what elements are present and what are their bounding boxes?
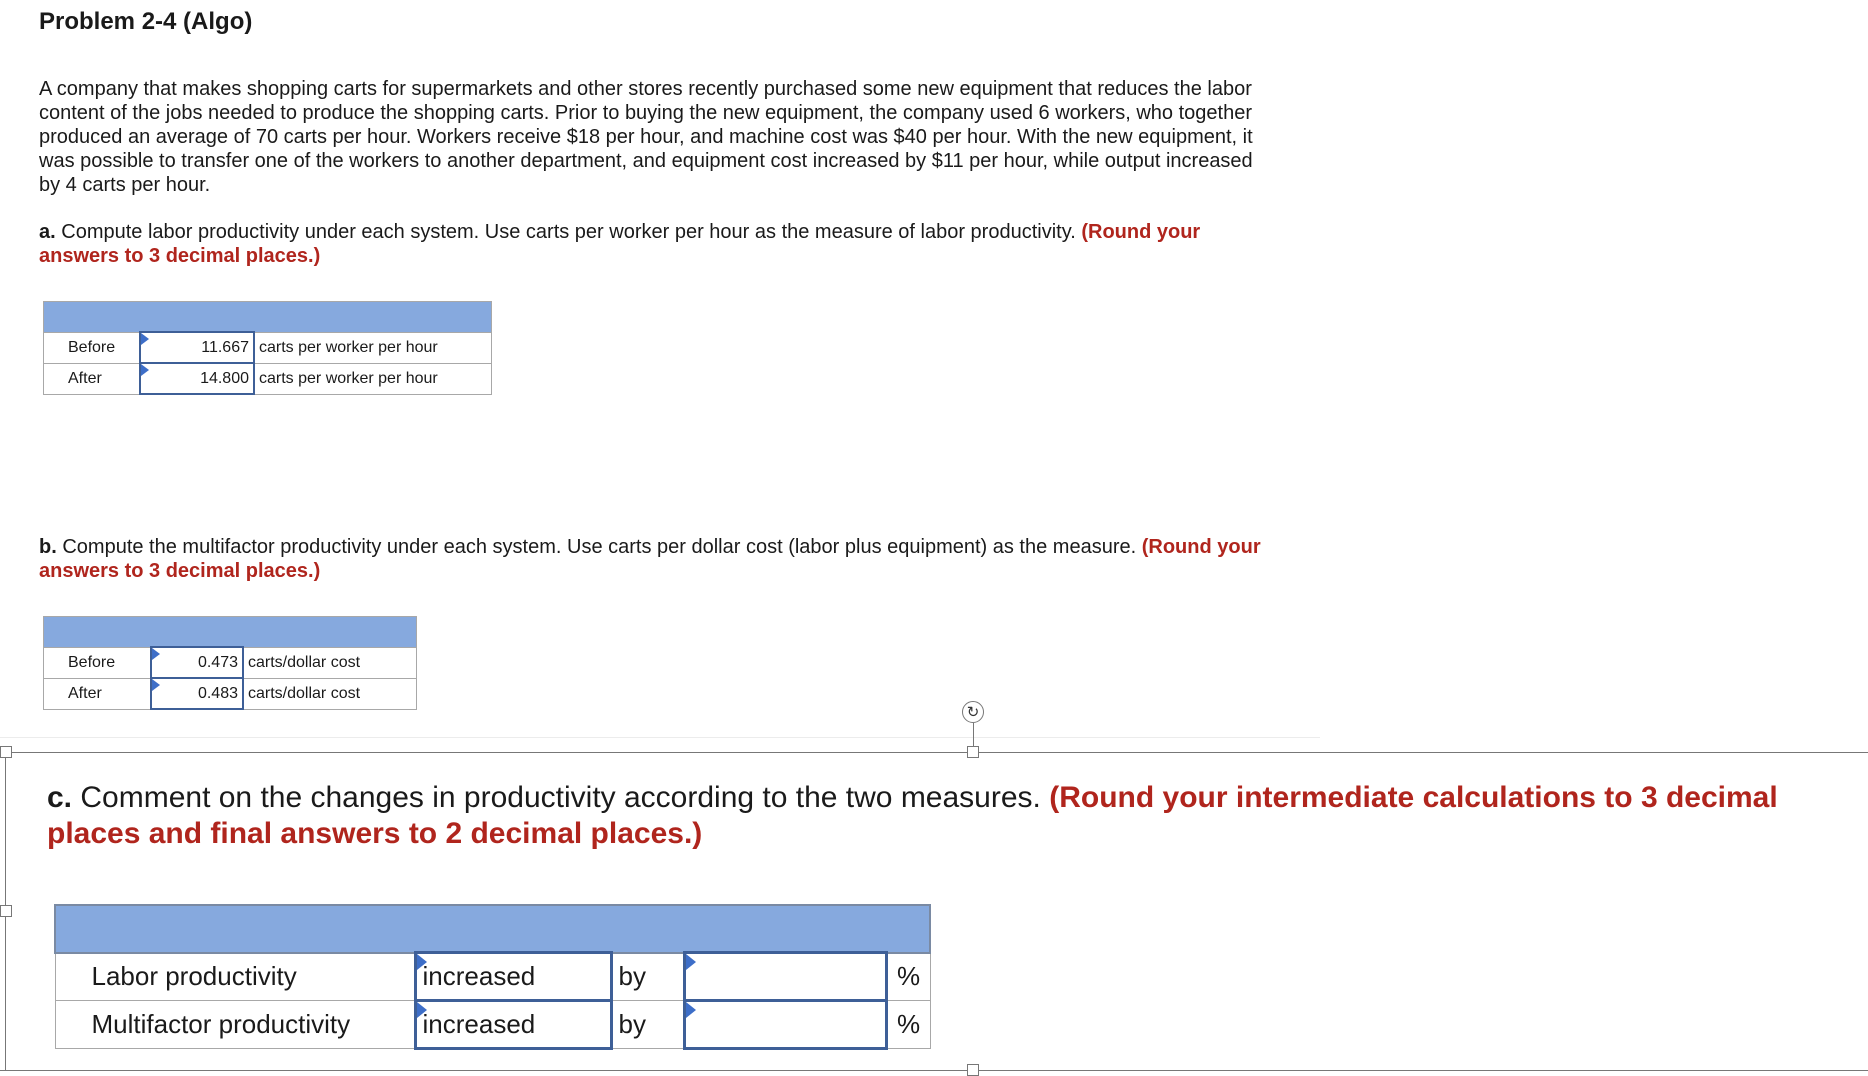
percent-label: % [886,1001,930,1049]
percent-input-labor[interactable] [684,953,886,1001]
unit-label: carts/dollar cost [243,678,417,709]
answer-input-b-before[interactable] [151,647,243,678]
flag-icon [141,364,149,376]
answer-input-a-after[interactable] [140,363,254,394]
direction-select-labor[interactable] [415,953,611,1001]
question-c-hint: (Round your intermediate calculations to 3 decimal places and final answers to 2 decimal places.) [47,781,1778,850]
table-row [44,647,417,678]
unit-label: carts per worker per hour [254,332,492,363]
selected-value: increased [422,1009,536,1039]
table-row [44,678,417,709]
selection-frame-top [0,752,1868,753]
unit-label: carts/dollar cost [243,647,417,678]
by-label: by [611,1001,684,1049]
table-header [44,617,417,648]
question-b-hint: (Round your answers to 3 decimal places.) [39,536,1261,582]
flag-icon [141,333,149,345]
question-c-text: Comment on the changes in productivity according to the two measures. [80,781,1041,814]
row-label-labor: Labor productivity [55,953,415,1001]
row-label-before: Before [44,647,152,678]
answer-value: 0.473 [197,653,238,671]
row-label-after: After [44,363,141,394]
row-label-after: After [44,678,152,709]
table-row [55,1001,930,1049]
flag-icon [152,648,160,660]
table-header [55,905,930,953]
by-label: by [611,953,684,1001]
rotate-icon[interactable]: ↻ [962,701,984,723]
question-b-label: b. [39,536,57,558]
flag-icon [417,954,427,970]
flag-icon [417,1002,427,1018]
selected-value: increased [422,961,536,991]
answer-value: 14.800 [200,369,249,387]
table-row [44,363,492,394]
question-c [47,780,1857,852]
question-b [39,535,1279,583]
question-a-text: Compute labor productivity under each system. Use carts per worker per hour as the measure of labor productivity. [61,221,1076,243]
question-a-hint: (Round your answers to 3 decimal places.) [39,221,1201,267]
question-a [39,220,1279,268]
flag-icon [152,679,160,691]
question-c-label: c. [47,781,73,814]
divider [0,737,1320,738]
row-label-before: Before [44,332,141,363]
productivity-change-table [54,904,931,1050]
flag-icon [686,1002,696,1018]
selection-frame-bottom [0,1070,1868,1071]
resize-handle[interactable] [0,746,12,758]
flag-icon [686,954,696,970]
multifactor-productivity-table [43,616,417,710]
answer-input-b-after[interactable] [151,678,243,709]
question-a-label: a. [39,221,56,243]
resize-handle[interactable] [0,905,12,917]
answer-value: 0.483 [197,684,238,702]
question-b-text: Compute the multifactor productivity under each system. Use carts per dollar cost (labor plus equipment) as the measure. [62,536,1137,558]
percent-label: % [886,953,930,1001]
unit-label: carts per worker per hour [254,363,492,394]
answer-value: 11.667 [201,338,249,356]
percent-input-multifactor[interactable] [684,1001,886,1049]
problem-description: A company that makes shopping carts for supermarkets and other stores recently purchased some new equipment that reduces the labor content of the jobs needed to produce the shopping carts. Prior to buying the new equipment, the company used 6 workers, who together produced an average of 70 carts per hour. Workers receive $18 per hour, and machine cost was $40 per hour. With the new equipment, it was possible to transfer one of the workers to another department, and equipment cost increased by $11 per hour, while output increased by 4 carts per hour. [39,78,1253,196]
answer-input-a-before[interactable] [140,332,254,363]
table-row [55,953,930,1001]
labor-productivity-table [43,301,492,395]
resize-handle[interactable] [967,746,979,758]
table-header [44,302,492,333]
table-row [44,332,492,363]
problem-title: Problem 2-4 (Algo) [39,8,253,35]
direction-select-multifactor[interactable] [415,1001,611,1049]
resize-handle[interactable] [967,1064,979,1076]
row-label-multifactor: Multifactor productivity [55,1001,415,1049]
